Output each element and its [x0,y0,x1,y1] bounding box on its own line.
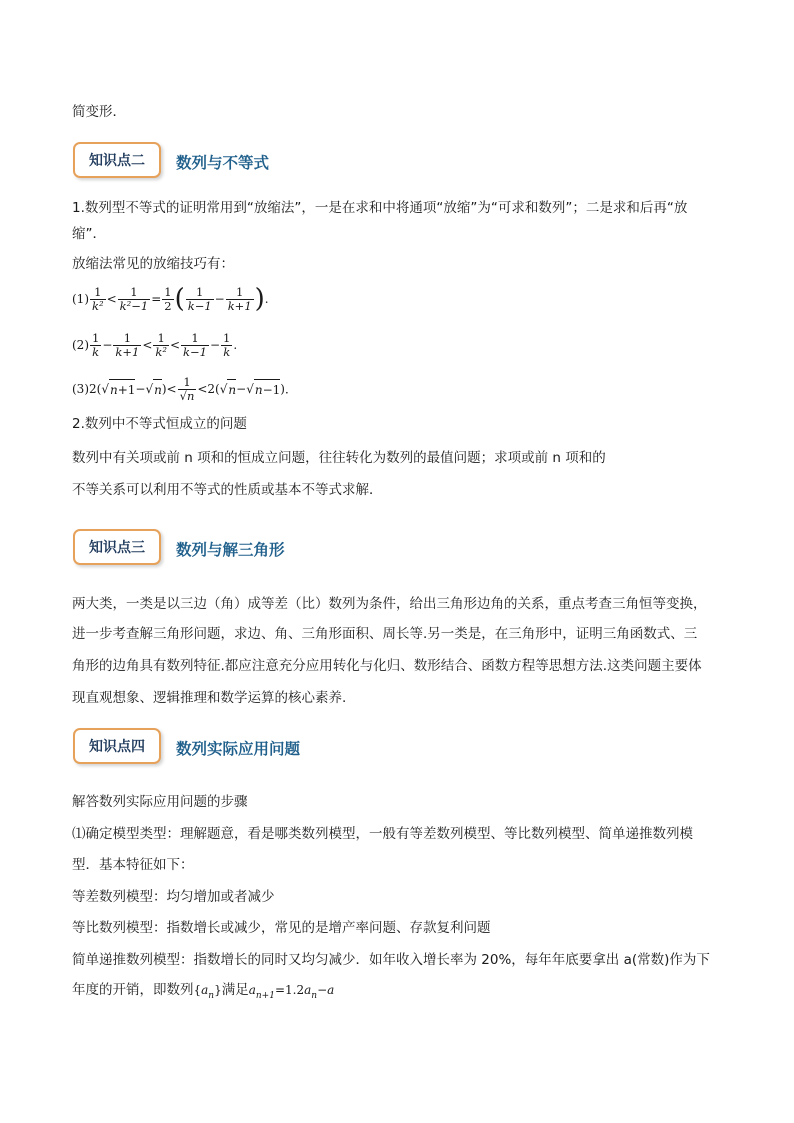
formula-1: (1) $\frac{1}{\text{k²}}$ < $\frac{1}{\text{k²−1}}$ = $\frac{1}{2}$ ( $\frac{1}{k-1}$ − $\frac{1}{k+1}$ ) . [72,284,269,314]
paragraph-line: 角形的边角具有数列特征.都应注意充分应用转化与化归、数形结合、函数方程等思想方法.这类问题主要体 [72,658,702,674]
paragraph-line: 放缩法常见的放缩技巧有： [72,256,234,272]
paragraph-line: 不等关系可以利用不等式的性质或基本不等式求解． [72,482,383,498]
text-segment: 满足 [221,982,249,998]
recurrence-formula: $a_{n+1}=1.2a_n-a$ [248,983,335,1001]
text-segment: 年度的开销，即数列 [72,982,194,998]
paragraph-line: 简单递推数列模型：指数增长的同时又均匀减少．如年收入增长率为 20%，每年年底要拿出 a(常数)作为下 [72,952,710,968]
paragraph-line: 等比数列模型：指数增长或减少，常见的是增产率问题、存款复利问题 [72,920,491,936]
paragraph-line: 现直观想象、逻辑推理和数学运算的核心素养. [72,690,347,706]
paragraph-line: 进一步考查解三角形问题，求边、角、三角形面积、周长等.另一类是，在三角形中，证明三角函数式、三 [72,626,698,642]
paragraph-line: 数列中有关项或前 n 项和的恒成立问题，往往转化为数列的最值问题；求项或前 n 项和的 [72,450,606,466]
section-badge-4: 知识点四 [73,728,161,764]
formula-label: (1) [72,292,89,306]
paragraph-line: 两大类，一类是以三边（角）成等差（比）数列为条件，给出三角形边角的关系，重点考查三角恒等变换， [72,596,707,612]
section-title-4: 数列实际应用问题 [176,740,301,758]
section-title-3: 数列与解三角形 [176,541,285,559]
section-badge-2: 知识点二 [73,142,161,178]
paragraph-line: 缩”． [72,226,106,242]
paragraph-line: 2.数列中不等式恒成立的问题 [72,416,247,432]
section-title-2: 数列与不等式 [176,154,270,172]
paragraph-line: 解答数列实际应用问题的步骤 [72,794,248,810]
paragraph-line: 等差数列模型：均匀增加或者减少 [72,889,275,905]
paragraph-line: 型．基本特征如下： [72,857,194,873]
formula-label: (2) [72,338,89,352]
formula-label: (3) [72,382,89,396]
sequence-notation: $\{a_n\}$ [193,983,222,1001]
section-badge-3: 知识点三 [73,529,161,565]
paragraph-line: ⑴确定模型类型：理解题意，看是哪类数列模型，一般有等差数列模型、等比数列模型、简单递推数列模 [72,826,693,842]
text-fragment: 简变形． [72,104,126,120]
formula-2: (2) $\frac{1}{k}$ − $\frac{1}{k+1}$ < $\frac{1}{\text{k²}}$ < $\frac{1}{k-1}$ − $\frac{1}{k}$ . [72,330,238,359]
paragraph-line: 1.数列型不等式的证明常用到“放缩法”，一是在求和中将通项“放缩”为“可求和数列”；二是求和后再“放 [72,200,688,216]
formula-3: (3) 2( √ n+1 − √ n )< $\frac{1}{√n}$ <2( √ n − √ n−1 )． [72,374,297,403]
paragraph-line-with-formula [72,980,334,1006]
